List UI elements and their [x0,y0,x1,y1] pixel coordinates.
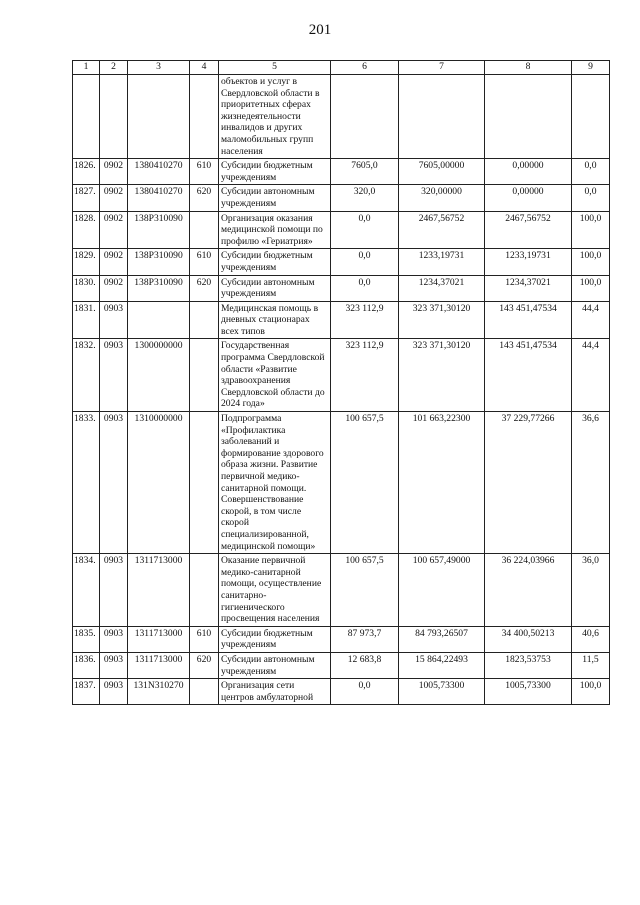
table-row [73,652,610,678]
planned-amount: 0,0 [331,211,399,249]
planned-amount: 87 973,7 [331,626,399,652]
expense-type-code: 610 [190,626,219,652]
execution-percent: 100,0 [572,249,610,275]
table-row [73,159,610,185]
executed-amount: 37 229,77266 [485,412,572,554]
planned-amount: 100 657,5 [331,412,399,554]
header-col-2: 2 [100,61,128,75]
planned-amount: 7605,0 [331,159,399,185]
target-article-code [128,75,190,159]
row-number: 1835. [73,626,100,652]
execution-percent: 100,0 [572,679,610,705]
header-col-5: 5 [219,61,331,75]
expense-type-code [190,211,219,249]
executed-amount: 36 224,03966 [485,554,572,627]
target-article-code: 1310000000 [128,412,190,554]
page-number: 201 [308,22,332,38]
executed-amount: 0,00000 [485,159,572,185]
table-row [73,249,610,275]
row-number: 1829. [73,249,100,275]
header-col-4: 4 [190,61,219,75]
section-code: 0903 [100,626,128,652]
execution-percent: 11,5 [572,652,610,678]
section-code: 0903 [100,652,128,678]
table-row [73,275,610,301]
row-number: 1832. [73,339,100,412]
item-name: Субсидии автономным учреждениям [219,275,331,301]
execution-percent: 36,0 [572,554,610,627]
planned-amount [331,75,399,159]
executed-amount: 2467,56752 [485,211,572,249]
target-article-code: 138P310090 [128,249,190,275]
planned-amount: 323 112,9 [331,301,399,339]
executed-amount: 1234,37021 [485,275,572,301]
executed-amount [485,75,572,159]
refined-amount: 101 663,22300 [399,412,485,554]
planned-amount: 0,0 [331,249,399,275]
section-code: 0903 [100,339,128,412]
refined-amount: 320,00000 [399,185,485,211]
target-article-code: 1380410270 [128,159,190,185]
row-number: 1828. [73,211,100,249]
item-name: Субсидии автономным учреждениям [219,185,331,211]
item-name: объектов и услуг в Свердловской области в приоритетных сферах жизнедеятельности инвалидов и других маломобильных групп населения [219,75,331,159]
refined-amount: 7605,00000 [399,159,485,185]
refined-amount: 1005,73300 [399,679,485,705]
refined-amount: 1234,37021 [399,275,485,301]
target-article-code: 138P310090 [128,211,190,249]
item-name: Оказание первичной медико-санитарной помощи, осуществление санитарно-гигиенического просвещения населения [219,554,331,627]
table-row [73,679,610,705]
section-code: 0903 [100,301,128,339]
table-row [73,211,610,249]
section-code [100,75,128,159]
table-row [73,626,610,652]
item-name: Организация оказания медицинской помощи по профилю «Гериатрия» [219,211,331,249]
header-col-1: 1 [73,61,100,75]
expense-type-code [190,554,219,627]
planned-amount: 12 683,8 [331,652,399,678]
execution-percent [572,75,610,159]
table-row [73,301,610,339]
refined-amount: 100 657,49000 [399,554,485,627]
executed-amount: 34 400,50213 [485,626,572,652]
budget-table [72,60,610,705]
expense-type-code [190,301,219,339]
expense-type-code: 620 [190,275,219,301]
row-number: 1830. [73,275,100,301]
item-name: Субсидии бюджетным учреждениям [219,249,331,275]
refined-amount: 15 864,22493 [399,652,485,678]
executed-amount: 0,00000 [485,185,572,211]
expense-type-code: 620 [190,652,219,678]
execution-percent: 36,6 [572,412,610,554]
header-col-7: 7 [399,61,485,75]
row-number: 1827. [73,185,100,211]
table-row [73,412,610,554]
execution-percent: 0,0 [572,185,610,211]
target-article-code [128,301,190,339]
item-name: Субсидии бюджетным учреждениям [219,626,331,652]
expense-type-code [190,412,219,554]
refined-amount [399,75,485,159]
row-number: 1834. [73,554,100,627]
header-col-8: 8 [485,61,572,75]
header-col-6: 6 [331,61,399,75]
refined-amount: 323 371,30120 [399,301,485,339]
row-number: 1831. [73,301,100,339]
execution-percent: 100,0 [572,275,610,301]
item-name: Медицинская помощь в дневных стационарах всех типов [219,301,331,339]
refined-amount: 84 793,26507 [399,626,485,652]
section-code: 0902 [100,249,128,275]
planned-amount: 0,0 [331,275,399,301]
item-name: Субсидии бюджетным учреждениям [219,159,331,185]
table-row [73,554,610,627]
table-row [73,185,610,211]
planned-amount: 100 657,5 [331,554,399,627]
expense-type-code: 610 [190,159,219,185]
item-name: Организация сети центров амбулаторной [219,679,331,705]
section-code: 0902 [100,211,128,249]
refined-amount: 1233,19731 [399,249,485,275]
planned-amount: 323 112,9 [331,339,399,412]
target-article-code: 1311713000 [128,626,190,652]
execution-percent: 40,6 [572,626,610,652]
executed-amount: 143 451,47534 [485,339,572,412]
target-article-code: 1311713000 [128,652,190,678]
refined-amount: 323 371,30120 [399,339,485,412]
item-name: Государственная программа Свердловской области «Развитие здравоохранения Свердловской области до 2024 года» [219,339,331,412]
row-number [73,75,100,159]
header-row [73,61,610,75]
section-code: 0902 [100,185,128,211]
refined-amount: 2467,56752 [399,211,485,249]
target-article-code: 1311713000 [128,554,190,627]
target-article-code: 1380410270 [128,185,190,211]
expense-type-code [190,75,219,159]
expense-type-code: 610 [190,249,219,275]
section-code: 0903 [100,412,128,554]
executed-amount: 1005,73300 [485,679,572,705]
header-col-3: 3 [128,61,190,75]
executed-amount: 1233,19731 [485,249,572,275]
target-article-code: 131N310270 [128,679,190,705]
execution-percent: 100,0 [572,211,610,249]
planned-amount: 320,0 [331,185,399,211]
expense-type-code: 620 [190,185,219,211]
section-code: 0903 [100,554,128,627]
execution-percent: 44,4 [572,301,610,339]
row-number: 1836. [73,652,100,678]
row-number: 1837. [73,679,100,705]
target-article-code: 138P310090 [128,275,190,301]
section-code: 0903 [100,679,128,705]
target-article-code: 1300000000 [128,339,190,412]
table-row [73,75,610,159]
execution-percent: 0,0 [572,159,610,185]
section-code: 0902 [100,275,128,301]
item-name: Подпрограмма «Профилактика заболеваний и формирование здорового образа жизни. Развитие первичной медико-санитарной помощи. Совершенствование скорой, в том числе скорой специализированной, медицинской помощи» [219,412,331,554]
executed-amount: 143 451,47534 [485,301,572,339]
row-number: 1833. [73,412,100,554]
executed-amount: 1823,53753 [485,652,572,678]
item-name: Субсидии автономным учреждениям [219,652,331,678]
row-number: 1826. [73,159,100,185]
expense-type-code [190,339,219,412]
execution-percent: 44,4 [572,339,610,412]
section-code: 0902 [100,159,128,185]
table-row [73,339,610,412]
planned-amount: 0,0 [331,679,399,705]
expense-type-code [190,679,219,705]
header-col-9: 9 [572,61,610,75]
